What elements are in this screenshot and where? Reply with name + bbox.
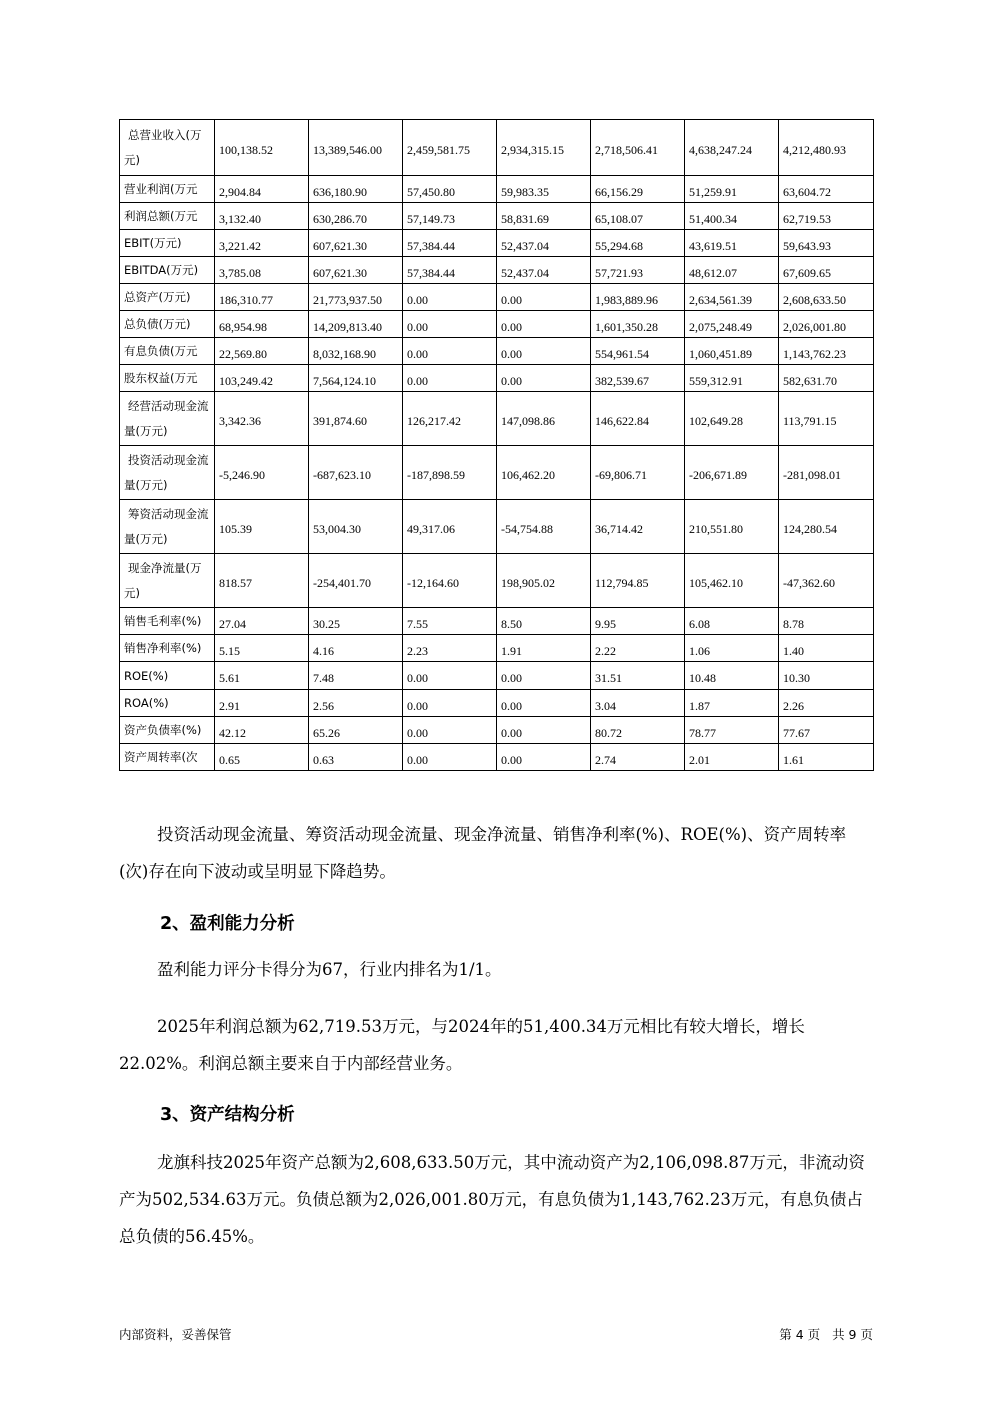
table-cell: 0.00 xyxy=(403,338,497,365)
table-cell: 0.00 xyxy=(403,744,497,771)
table-cell: 0.00 xyxy=(497,744,591,771)
table-cell: 559,312.91 xyxy=(685,365,779,392)
table-cell: 9.95 xyxy=(591,608,685,635)
table-cell: 77.67 xyxy=(779,717,874,744)
table-row xyxy=(120,284,874,311)
table-cell: 146,622.84 xyxy=(591,392,685,446)
table-cell: 112,794.85 xyxy=(591,554,685,608)
table-cell: 7.55 xyxy=(403,608,497,635)
table-row xyxy=(120,176,874,203)
table-cell: 0.00 xyxy=(497,311,591,338)
table-cell: 10.48 xyxy=(685,662,779,690)
table-cell: 14,209,813.40 xyxy=(309,311,403,338)
table-cell: 607,621.30 xyxy=(309,257,403,284)
row-label: 投资活动现金流量(万元) xyxy=(120,446,215,500)
table-cell: 2.56 xyxy=(309,690,403,717)
table-cell: 65.26 xyxy=(309,717,403,744)
table-cell: 102,649.28 xyxy=(685,392,779,446)
table-cell: 7.48 xyxy=(309,662,403,690)
table-cell: -69,806.71 xyxy=(591,446,685,500)
footer-page-number: 第 4 页 共 9 页 xyxy=(779,1327,873,1342)
table-cell: 48,612.07 xyxy=(685,257,779,284)
table-cell: -254,401.70 xyxy=(309,554,403,608)
table-row xyxy=(120,338,874,365)
table-cell: 0.65 xyxy=(215,744,309,771)
row-label: 销售毛利率(%) xyxy=(120,608,215,635)
table-cell: 57,149.73 xyxy=(403,203,497,230)
table-cell: 13,389,546.00 xyxy=(309,120,403,176)
table-cell: 51,400.34 xyxy=(685,203,779,230)
table-cell: 0.00 xyxy=(497,690,591,717)
table-cell: 3,342.36 xyxy=(215,392,309,446)
row-label: ROE(%) xyxy=(120,662,215,690)
table-cell: 0.63 xyxy=(309,744,403,771)
table-row xyxy=(120,662,874,690)
table-row xyxy=(120,365,874,392)
score-paragraph: 盈利能力评分卡得分为67，行业内排名为1/1。 xyxy=(157,960,502,979)
table-row xyxy=(120,635,874,662)
table-cell: 582,631.70 xyxy=(779,365,874,392)
table-cell: 2.74 xyxy=(591,744,685,771)
table-cell: 100,138.52 xyxy=(215,120,309,176)
table-cell: 105,462.10 xyxy=(685,554,779,608)
table-cell: 2,904.84 xyxy=(215,176,309,203)
row-label: 销售净利率(%) xyxy=(120,635,215,662)
table-cell: 6.08 xyxy=(685,608,779,635)
table-cell: 0.00 xyxy=(403,662,497,690)
table-cell: 2,634,561.39 xyxy=(685,284,779,311)
table-cell: 55,294.68 xyxy=(591,230,685,257)
table-cell: 4,212,480.93 xyxy=(779,120,874,176)
table-cell: 2.26 xyxy=(779,690,874,717)
table-cell: 2,934,315.15 xyxy=(497,120,591,176)
table-cell: 113,791.15 xyxy=(779,392,874,446)
asset-paragraph: 龙旗科技2025年资产总额为2,608,633.50万元，其中流动资产为2,106,098.87万元，非流动资产为502,534.63万元。负债总额为2,026,001.80万元，有息负债为1,143,762.23万元，有息负债占总负债的56.45%。 xyxy=(119,1153,865,1246)
table-cell: 0.00 xyxy=(403,284,497,311)
table-cell: 391,874.60 xyxy=(309,392,403,446)
table-cell: 1,060,451.89 xyxy=(685,338,779,365)
table-cell: 68,954.98 xyxy=(215,311,309,338)
row-label: EBIT(万元) xyxy=(120,230,215,257)
footer-left: 内部资料，妥善保管 xyxy=(119,1327,232,1342)
table-cell: 1.87 xyxy=(685,690,779,717)
row-label: 筹资活动现金流量(万元) xyxy=(120,500,215,554)
table-row xyxy=(120,311,874,338)
table-cell: 57,384.44 xyxy=(403,257,497,284)
table-cell: 0.00 xyxy=(403,717,497,744)
table-cell: 198,905.02 xyxy=(497,554,591,608)
table-cell: 0.00 xyxy=(497,338,591,365)
table-cell: 3,132.40 xyxy=(215,203,309,230)
table-cell: 57,384.44 xyxy=(403,230,497,257)
row-label: 有息负债(万元 xyxy=(120,338,215,365)
table-cell: 49,317.06 xyxy=(403,500,497,554)
table-row xyxy=(120,690,874,717)
table-cell: 7,564,124.10 xyxy=(309,365,403,392)
row-label: 现金净流量(万元) xyxy=(120,554,215,608)
table-cell: 51,259.91 xyxy=(685,176,779,203)
table-cell: 0.00 xyxy=(497,717,591,744)
table-cell: 10.30 xyxy=(779,662,874,690)
table-cell: 147,098.86 xyxy=(497,392,591,446)
table-cell: 0.00 xyxy=(497,284,591,311)
section-title-profitability: 2、盈利能力分析 xyxy=(160,914,295,934)
table-cell: 80.72 xyxy=(591,717,685,744)
row-label: 总资产(万元) xyxy=(120,284,215,311)
table-cell: 30.25 xyxy=(309,608,403,635)
table-cell: 59,983.35 xyxy=(497,176,591,203)
table-cell: 5.15 xyxy=(215,635,309,662)
table-cell: 0.00 xyxy=(497,365,591,392)
table-cell: 52,437.04 xyxy=(497,230,591,257)
row-label: 股东权益(万元 xyxy=(120,365,215,392)
table-cell: 0.00 xyxy=(497,662,591,690)
table-cell: 0.00 xyxy=(403,365,497,392)
table-row xyxy=(120,230,874,257)
table-row xyxy=(120,500,874,554)
row-label: 总营业收入(万元) xyxy=(120,120,215,176)
table-cell: 78.77 xyxy=(685,717,779,744)
table-cell: 5.61 xyxy=(215,662,309,690)
table-cell: 3,221.42 xyxy=(215,230,309,257)
table-cell: 1,983,889.96 xyxy=(591,284,685,311)
table-cell: 818.57 xyxy=(215,554,309,608)
table-cell: 1.91 xyxy=(497,635,591,662)
table-cell: 607,621.30 xyxy=(309,230,403,257)
table-cell: -206,671.89 xyxy=(685,446,779,500)
table-cell: 3.04 xyxy=(591,690,685,717)
table-cell: 2,608,633.50 xyxy=(779,284,874,311)
table-cell: 103,249.42 xyxy=(215,365,309,392)
row-label: ROA(%) xyxy=(120,690,215,717)
table-cell: 57,450.80 xyxy=(403,176,497,203)
table-cell: 8.50 xyxy=(497,608,591,635)
trend-paragraph: 投资活动现金流量、筹资活动现金流量、现金净流量、销售净利率(%)、ROE(%)、资产周转率(次)存在向下波动或呈明显下降趋势。 xyxy=(119,825,847,881)
table-cell: 106,462.20 xyxy=(497,446,591,500)
table-row xyxy=(120,257,874,284)
table-cell: -12,164.60 xyxy=(403,554,497,608)
table-cell: -54,754.88 xyxy=(497,500,591,554)
table-cell: 3,785.08 xyxy=(215,257,309,284)
table-cell: 8.78 xyxy=(779,608,874,635)
table-cell: 62,719.53 xyxy=(779,203,874,230)
table-cell: 1,143,762.23 xyxy=(779,338,874,365)
row-label: 总负债(万元) xyxy=(120,311,215,338)
table-cell: 21,773,937.50 xyxy=(309,284,403,311)
table-cell: 53,004.30 xyxy=(309,500,403,554)
table-cell: 105.39 xyxy=(215,500,309,554)
table-cell: 36,714.42 xyxy=(591,500,685,554)
table-cell: 58,831.69 xyxy=(497,203,591,230)
table-cell: -47,362.60 xyxy=(779,554,874,608)
table-cell: 8,032,168.90 xyxy=(309,338,403,365)
table-cell: 630,286.70 xyxy=(309,203,403,230)
financial-table xyxy=(119,119,874,771)
table-cell: 63,604.72 xyxy=(779,176,874,203)
table-cell: 2,075,248.49 xyxy=(685,311,779,338)
row-label: 利润总额(万元 xyxy=(120,203,215,230)
table-cell: 554,961.54 xyxy=(591,338,685,365)
table-cell: -687,623.10 xyxy=(309,446,403,500)
table-cell: 4.16 xyxy=(309,635,403,662)
profit-paragraph: 2025年利润总额为62,719.53万元，与2024年的51,400.34万元相比有较大增长，增长22.02%。利润总额主要来自于内部经营业务。 xyxy=(119,1017,805,1073)
row-label: 经营活动现金流量(万元) xyxy=(120,392,215,446)
row-label: EBITDA(万元) xyxy=(120,257,215,284)
table-cell: 2.23 xyxy=(403,635,497,662)
table-cell: 1.06 xyxy=(685,635,779,662)
table-cell: 31.51 xyxy=(591,662,685,690)
table-cell: 2.91 xyxy=(215,690,309,717)
table-cell: 59,643.93 xyxy=(779,230,874,257)
row-label: 营业利润(万元 xyxy=(120,176,215,203)
table-cell: 42.12 xyxy=(215,717,309,744)
table-cell: 2.22 xyxy=(591,635,685,662)
table-cell: 4,638,247.24 xyxy=(685,120,779,176)
table-cell: 210,551.80 xyxy=(685,500,779,554)
table-cell: 0.00 xyxy=(403,690,497,717)
table-row xyxy=(120,554,874,608)
table-row xyxy=(120,608,874,635)
section-title-asset-structure: 3、资产结构分析 xyxy=(160,1105,295,1125)
row-label: 资产负债率(%) xyxy=(120,717,215,744)
table-cell: 67,609.65 xyxy=(779,257,874,284)
table-row xyxy=(120,120,874,176)
table-cell: -187,898.59 xyxy=(403,446,497,500)
table-cell: 43,619.51 xyxy=(685,230,779,257)
table-cell: 2,026,001.80 xyxy=(779,311,874,338)
table-cell: 1,601,350.28 xyxy=(591,311,685,338)
table-cell: 2,459,581.75 xyxy=(403,120,497,176)
row-label: 资产周转率(次 xyxy=(120,744,215,771)
table-cell: 27.04 xyxy=(215,608,309,635)
table-cell: 0.00 xyxy=(403,311,497,338)
table-cell: 65,108.07 xyxy=(591,203,685,230)
table-cell: -5,246.90 xyxy=(215,446,309,500)
table-row xyxy=(120,446,874,500)
table-cell: 186,310.77 xyxy=(215,284,309,311)
table-row xyxy=(120,203,874,230)
table-row xyxy=(120,392,874,446)
table-cell: 57,721.93 xyxy=(591,257,685,284)
table-cell: 124,280.54 xyxy=(779,500,874,554)
table-cell: 52,437.04 xyxy=(497,257,591,284)
table-cell: 2.01 xyxy=(685,744,779,771)
table-cell: 2,718,506.41 xyxy=(591,120,685,176)
table-cell: 22,569.80 xyxy=(215,338,309,365)
table-cell: 1.40 xyxy=(779,635,874,662)
table-cell: 126,217.42 xyxy=(403,392,497,446)
table-cell: 1.61 xyxy=(779,744,874,771)
table-row xyxy=(120,717,874,744)
table-cell: -281,098.01 xyxy=(779,446,874,500)
table-row xyxy=(120,744,874,771)
table-cell: 382,539.67 xyxy=(591,365,685,392)
table-cell: 636,180.90 xyxy=(309,176,403,203)
table-cell: 66,156.29 xyxy=(591,176,685,203)
